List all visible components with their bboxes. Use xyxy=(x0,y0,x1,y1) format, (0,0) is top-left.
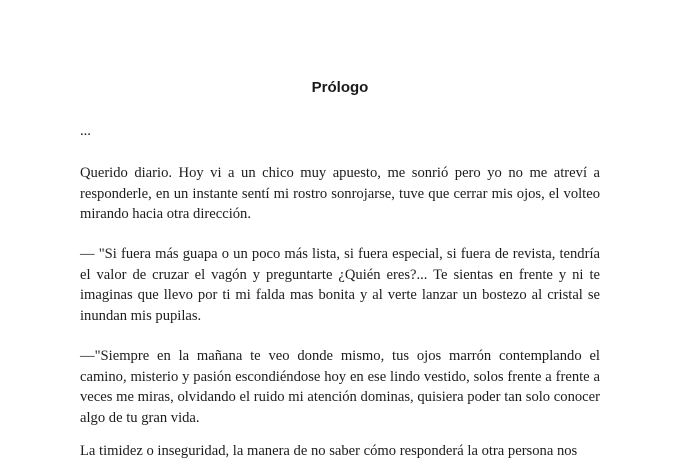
ellipsis-text: ... xyxy=(80,123,91,139)
paragraph-dialogue-1: — "Si fuera más guapa o un poco más lista, si fuera especial, si fuera de revista, tendría el valor de cruzar el vagón y preguntarte ¿Quién eres?... Te sientas en frente y ni te imaginas que llevo por ti mi falda mas bonita y al verte lanzar un bostezo al cristal se inundan mis pupilas. xyxy=(80,246,600,324)
paragraph-dialogue-2: —"Siempre en la mañana te veo donde mismo, tus ojos marrón contemplando el camino, misterio y pasión escondiéndose hoy en ese lindo vestido, solos frente a frente a veces me miras, olvidando el ruido mi atención dominas, quisiera poder tan solo conocer algo de tu gran vida. xyxy=(80,348,600,426)
page-title: Prólogo xyxy=(311,79,369,96)
paragraph-diary-entry: Querido diario. Hoy vi a un chico muy apuesto, me sonrió pero yo no me atreví a responderle, en un instante sentí mi rostro sonrojarse, tuve que cerrar mis ojos, el volteo mirando hacia otra dirección. xyxy=(80,165,600,222)
paragraph-timidez: La timidez o inseguridad, la manera de no saber cómo responderá la otra persona nos xyxy=(80,443,578,459)
